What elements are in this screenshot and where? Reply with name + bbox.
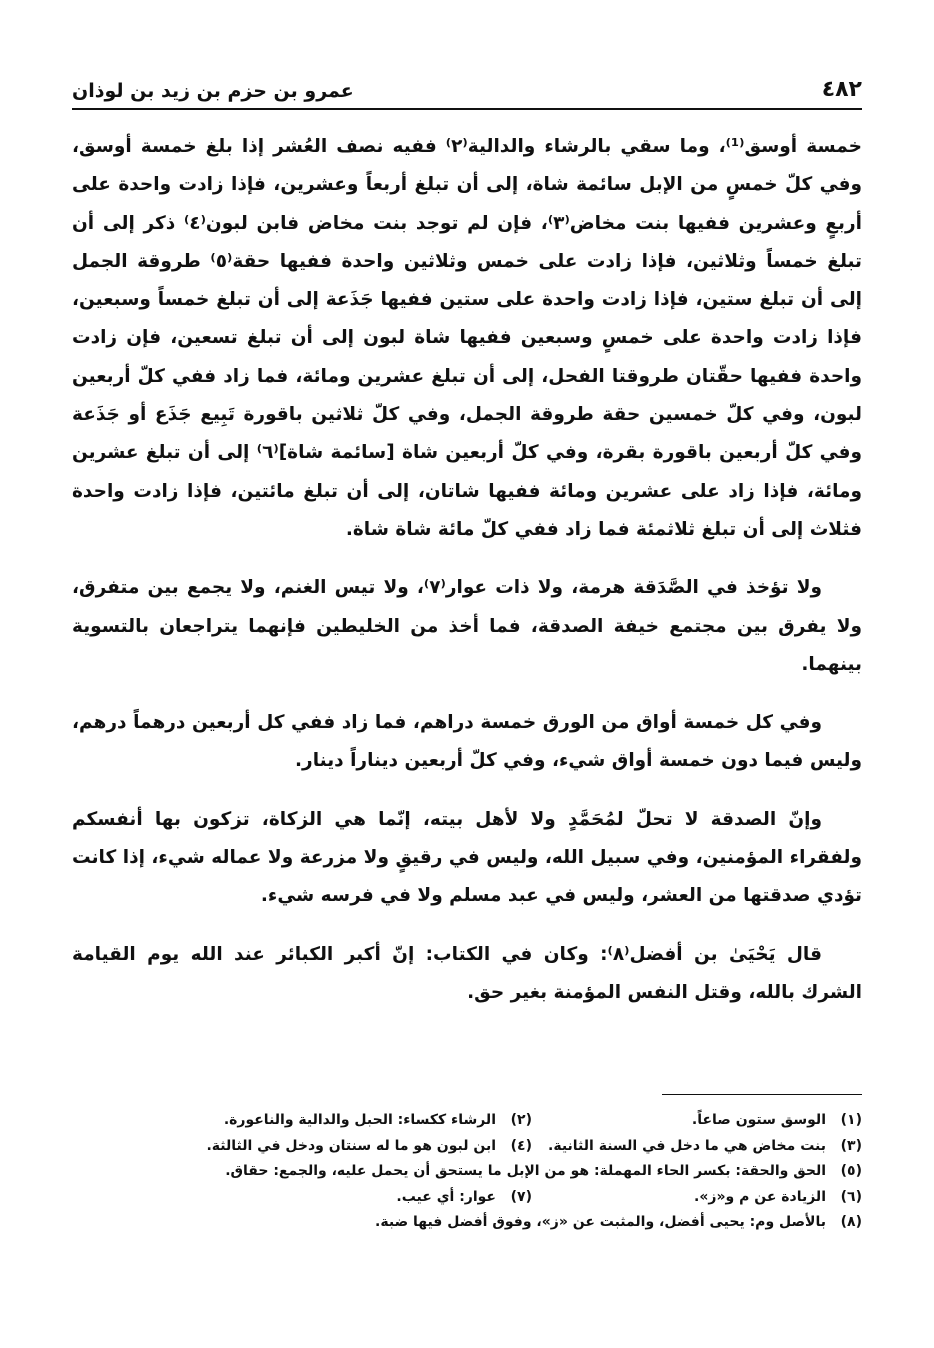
footnote-number: (٣) [840,1137,862,1154]
main-text [72,128,862,1032]
header-rule [72,108,862,110]
footnote [202,1108,532,1134]
footnotes [72,1108,862,1236]
footnote-number: (٢) [510,1112,532,1128]
footnote-text: عوار: أي عيب. [396,1188,496,1205]
footnote-text: ابن لبون هو ما له سنتان ودخل في الثالثة. [206,1137,496,1154]
footnote-number: (٧) [510,1188,532,1205]
footnote-row [72,1185,862,1211]
footnote-number: (٦) [840,1188,862,1205]
running-title: عمرو بن حزم بن زيد بن لوذان [72,80,354,102]
footnote [225,1159,862,1185]
paragraph-silver-gold: وفي كل خمسة أواق من الورق خمسة دراهم، فما زاد ففي كل أربعين درهماً درهم، وليس فيما دون خمسة أواق شيء، وفي كلّ أربعين ديناراً دينار. [72,712,862,772]
footnote-number: (٤) [510,1137,532,1154]
footnote [375,1210,862,1236]
footnote-text: بنت مخاض هي ما دخل في السنة الثانية. [548,1137,826,1154]
footnote [202,1134,532,1160]
footnote [532,1108,862,1134]
footnote-number: (١) [840,1112,862,1128]
footnote-row [72,1210,862,1236]
footnote-row [72,1159,862,1185]
page-header [72,62,862,102]
footnote-row [72,1134,862,1160]
footnote-text: الرشاء ككساء: الحبل والدالية والناعورة. [223,1112,496,1128]
paragraph-major-sins: قال يَحْيَىٰ بن أفضل⁽٨⁾: وكان في الكتاب: إنّ أكبر الكبائر عند الله يوم القيامة الشرك بالله، وقتل النفس المؤمنة بغير حق. [72,943,862,1003]
footnote [202,1185,532,1211]
footnote [532,1185,862,1211]
footnote-text: الحق والحقة: بكسر الحاء المهملة: هو من الإبل ما يستحق أن يحمل عليه، والجمع: حقاق. [225,1163,826,1179]
footnote-number: (٥) [840,1163,862,1179]
paragraph-zakat-camels: خمسة أوسق⁽¹⁾، وما سقي بالرشاء والدالية⁽٢⁾ ففيه نصف العُشر إذا بلغ خمسة أوسق، وفي كلّ خمسٍ من الإبل سائمة شاة، إلى أن تبلغ أربعاً وعشرين، فإذا زادت واحدة على أربعٍ وعشرين ففيها بنت مخاض⁽٣⁾، فإن لم توجد بنت مخاض فابن لبون⁽٤⁾ ذكر إلى أن تبلغ خمساً وثلاثين، فإذا زادت على خمس وثلاثين واحدة ففيها حقة⁽٥⁾ طروقة الجمل إلى أن تبلغ ستين، فإذا زادت واحدة على ستين ففيها جَذَعة إلى أن تبلغ خمساً وسبعين، فإذا زادت واحدة على خمسٍ وسبعين ففيها شاة لبون إلى أن تبلغ تسعين، فإن زادت واحدة ففيها حقّتان طروقتا الفحل، إلى أن تبلغ عشرين ومائة، فما زاد ففي كلّ أربعين لبون، وفي كلّ خمسين حقة طروقة الجمل، وفي كلّ ثلاثين باقورة تَبِيع جَذَع أو جَذَعة وفي كلّ أربعين باقورة بقرة، وفي كلّ أربعين شاة [سائمة شاة]⁽٦⁾ إلى أن تبلغ عشرين ومائة، فإذا زاد على عشرين ومائة ففيها شاتان، إلى أن تبلغ مائتين، فإذا زادت واحدة فثلاث إلى أن تبلغ ثلاثمئة فما زاد ففي كلّ مائة شاة شاة. [72,136,863,540]
footnote-text: بالأصل وم: يحيى أفضل، والمثبت عن «ز»، وفوق أفضل فيها ضبة. [375,1214,826,1230]
page-number: ٤٨٢ [821,77,862,102]
footnote-number: (٨) [840,1214,862,1230]
footnote-text: الزيادة عن م و«ز». [694,1188,826,1205]
footnote-row [72,1108,862,1134]
paragraph-sadaqa-conditions: ولا تؤخذ في الصَّدَقة هرمة، ولا ذات عوار⁽٧⁾، ولا تيس الغنم، ولا يجمع بين متفرق، ولا يفرق بين مجتمع خيفة الصدقة، فما أخذ من الخليطين فإنهما يتراجعان بالتسوية بينهما. [72,577,862,675]
paragraph-sadaqa-muhammad: وإنّ الصدقة لا تحلّ لمُحَمَّدٍ ولا لأهل بيته، إنّما هي الزكاة، تزكون بها أنفسكم ولفقراء المؤمنين، وفي سبيل الله، وليس في رقيقٍ ولا مزرعة ولا عماله شيء، إذا كانت تؤدي صدقتها من العشر، وليس في عبد مسلم ولا في فرسه شيء. [72,808,862,907]
footnote-rule [662,1094,862,1095]
footnote [532,1134,862,1160]
footnote-text: الوسق ستون صاعاً. [691,1112,826,1128]
